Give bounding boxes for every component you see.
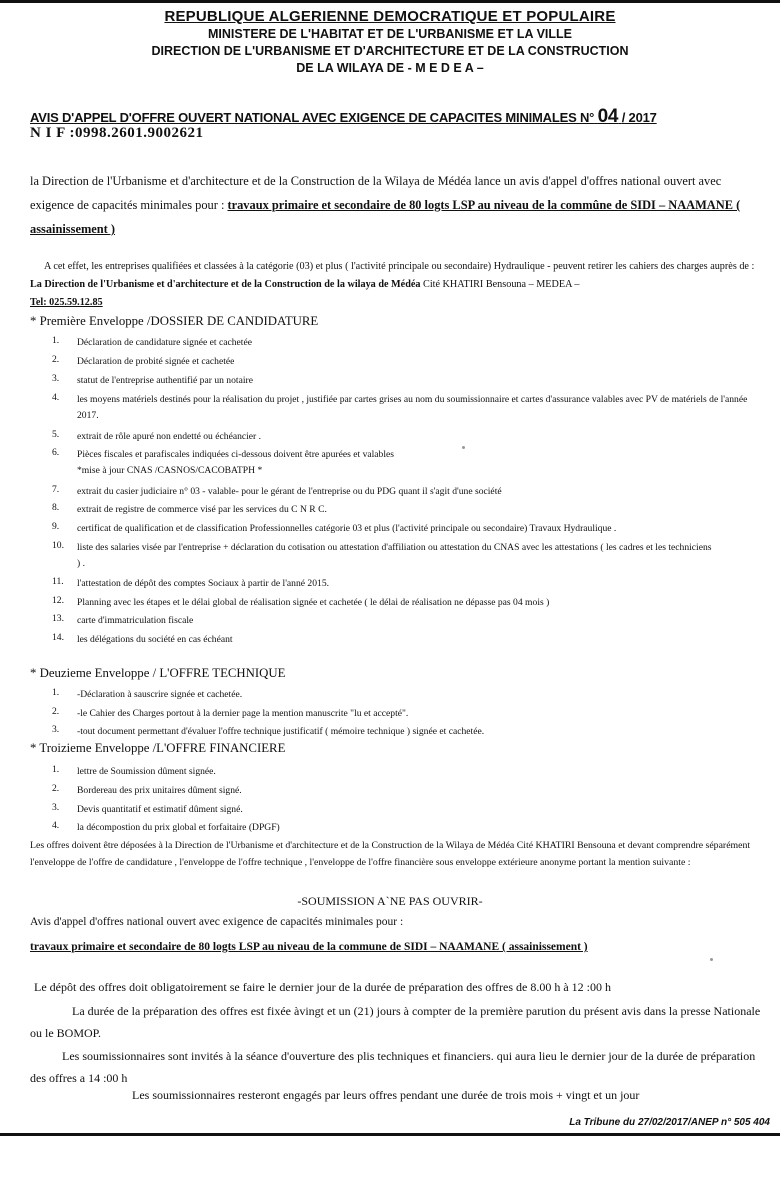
retrieval-paragraph (30, 258, 765, 312)
list-item-number: 5. (52, 429, 60, 440)
list-item-number: 10. (52, 540, 64, 551)
list-item-number: 8. (52, 502, 60, 513)
bottom-rule (0, 1133, 780, 1136)
list-item-number: 1. (52, 764, 60, 775)
avis-repeat: Avis d'appel d'offres national ouvert avec exigence de capacités minimales pour : (30, 916, 404, 928)
scan-speck (462, 446, 465, 449)
list-item-number: 4. (52, 392, 60, 403)
list-item-text: Devis quantitatif et estimatif dûment signé. (77, 804, 243, 815)
publication-footer: La Tribune du 27/02/2017/ANEP n° 505 404 (569, 1117, 770, 1128)
list-item-text: lettre de Soumission dûment signée. (77, 766, 216, 777)
retrieval-address: Cité KHATIRI Bensouna – MEDEA – (420, 279, 580, 290)
avis-year: / 2017 (621, 110, 657, 125)
list-item-text: -tout document permettant d'évaluer l'offre technique justificatif ( mémoire technique ) signée et cachetée. (77, 726, 485, 737)
deposit-paragraph: Le dépôt des offres doit obligatoirement se faire le dernier jour de la durée de préparation des offres de 8.00 h à 12 :00 h (34, 980, 612, 994)
intro-project: travaux primaire et secondaire de 80 logts LSP au niveau de la commûne de SIDI – NAAMANE ( assainissement ) (30, 198, 741, 236)
header-ministry: MINISTERE DE L'HABITAT ET DE L'URBANISME ET LA VILLE (207, 27, 573, 41)
intro-paragraph (30, 169, 765, 241)
section-technique-title: * Deuzieme Enveloppe / L'OFFRE TECHNIQUE (30, 666, 286, 680)
section-candidature-title: * Première Enveloppe /DOSSIER DE CANDIDATURE (30, 314, 319, 328)
document-header (0, 8, 780, 77)
list-item-number: 3. (52, 373, 60, 384)
list-item-number: 7. (52, 484, 60, 495)
list-item-text: certificat de qualification et de classification Professionnelles catégorie 03 et plus (l'activité principale ou secondaire) Travaux Hydraulique . (77, 523, 617, 534)
scan-speck (710, 958, 713, 961)
avis-number: 04 (597, 106, 619, 127)
list-item-number: 3. (52, 802, 60, 813)
list-item-number: 14. (52, 632, 64, 643)
engagement-paragraph: Les soumissionnaires resteront engagés par leurs offres pendant une durée de trois mois + vingt et un jour (132, 1088, 640, 1102)
list-item-text: -le Cahier des Charges portout à la dernier page la mention manuscrite "lu et accepté". (77, 708, 409, 719)
closing-paragraph: Les offres doivent être déposées à la Direction de l'Urbanisme et d'architecture et de la Construction de la Wilaya de Médéa Cité KHATIRI Bensouna et devant comprendre séparément l'enveloppe de l'offre de candidature , l'enveloppe de l'offre technique , l'enveloppe de l'offre financière sous enveloppe extérieure anonyme portant la mention suivante : (30, 840, 751, 868)
list-item-text: liste des salaries visée par l'entreprise + déclaration du cotisation ou attestation d'affiliation ou attestation du CNAS avec les attestations ( les cadres et les techniciens ) . (77, 542, 712, 569)
list-item-number: 2. (52, 783, 60, 794)
retrieval-office: La Direction de l'Urbanisme et d'architecture et de la Construction de la wilaya de Médéa (30, 279, 421, 290)
nif-number: N I F :0998.2601.9002621 (30, 125, 204, 141)
list-item-number: 3. (52, 724, 60, 735)
list-item-text: carte d'immatriculation fiscale (77, 615, 194, 626)
list-item-number: 12. (52, 595, 64, 606)
list-item-number: 6. (52, 447, 60, 458)
list-item-text: Déclaration de probité signée et cachetée (77, 356, 235, 367)
list-item-text: les moyens matériels destinés pour la réalisation du projet , justifiée par cartes grises au nom du soumissionnaire et cartes d'assurance valables avec PV de matériels de l'année 2017. (77, 394, 748, 421)
list-item-text: Pièces fiscales et parafiscales indiquées ci-dessous doivent être apurées et valables (77, 449, 395, 460)
section-financiere-title: * Troizieme Enveloppe /L'OFFRE FINANCIERE (30, 741, 286, 755)
list-item-text: Planning avec les étapes et le délai global de réalisation signée et cachetée ( le délai de réalisation ne dépasse pas 04 mois ) (77, 597, 550, 608)
list-item-number: 13. (52, 613, 64, 624)
list-item-text: extrait du casier judiciaire n° 03 - valable- pour le gérant de l'entreprise ou du PDG quant il s'agit d'une société (77, 486, 502, 497)
intro-text: la Direction de l'Urbanisme et d'architecture et de la Construction de la Wilaya de Médéa lance un avis d'appel d'offres national ouvert avec exigence de capacités minimales pour : (30, 174, 722, 212)
list-item-text: Bordereau des prix unitaires dûment signé. (77, 785, 242, 796)
list-item-text: statut de l'entreprise authentifié par un notaire (77, 375, 253, 386)
list-item-text: *mise à jour CNAS /CASNOS/CACOBATPH * (77, 465, 263, 476)
list-item-text: l'attestation de dépôt des comptes Sociaux à partir de l'anné 2015. (77, 578, 330, 589)
list-item-text: Déclaration de candidature signée et cachetée (77, 337, 252, 348)
list-item-text: la décompostion du prix global et forfaitaire (DPGF) (77, 822, 280, 833)
list-item-text: extrait de rôle apuré non endetté ou échéancier . (77, 431, 262, 442)
list-item-text: -Déclaration à sauscrire signée et cachetée. (77, 689, 243, 700)
opening-paragraph: Les soumissionnaires sont invités à la séance d'ouverture des plis techniques et financiers. qui aura lieu le dernier jour de la durée de préparation des offres a 14 :00 h (30, 1049, 756, 1085)
duration-paragraph: La durée de la préparation des offres est fixée àvingt et un (21) jours à compter de la première parution du présent avis dans la presse Nationale ou le BOMOP. (30, 1004, 761, 1040)
list-item-number: 1. (52, 687, 60, 698)
retrieval-text: A cet effet, les entreprises qualifiées et classées à la catégorie (03) et plus ( l'activité principale ou secondaire) Hydraulique - peuvent retirer les cahiers des charges auprès de : (44, 261, 755, 272)
phone-number: Tel: 025.59.12.85 (30, 297, 103, 308)
list-item-number: 2. (52, 354, 60, 365)
list-item-number: 2. (52, 706, 60, 717)
header-direction: DIRECTION DE L'URBANISME ET D'ARCHITECTURE ET DE LA CONSTRUCTION (151, 44, 629, 58)
header-republic: REPUBLIQUE ALGERIENNE DEMOCRATIQUE ET POPULAIRE (164, 8, 616, 25)
list-item-number: 11. (52, 576, 64, 587)
list-item-number: 1. (52, 335, 60, 346)
top-rule (0, 0, 780, 3)
list-item-text: les délégations du société en cas échéant (77, 634, 233, 645)
list-item-number: 9. (52, 521, 60, 532)
list-item-text: extrait de registre de commerce visé par les services du C N R C. (77, 504, 327, 515)
avis-title-prefix: AVIS D'APPEL D'OFFRE OUVERT NATIONAL AVEC EXIGENCE DE CAPACITES MINIMALES N° (30, 110, 595, 125)
soumission-mention: -SOUMISSION A`NE PAS OUVRIR- (297, 894, 483, 908)
list-item-number: 4. (52, 820, 60, 831)
header-wilaya: DE LA WILAYA DE - M E D E A – (296, 61, 484, 75)
project-repeat: travaux primaire et secondaire de 80 logts LSP au niveau de la commune de SIDI – NAAMANE ( assainissement ) (30, 941, 588, 953)
